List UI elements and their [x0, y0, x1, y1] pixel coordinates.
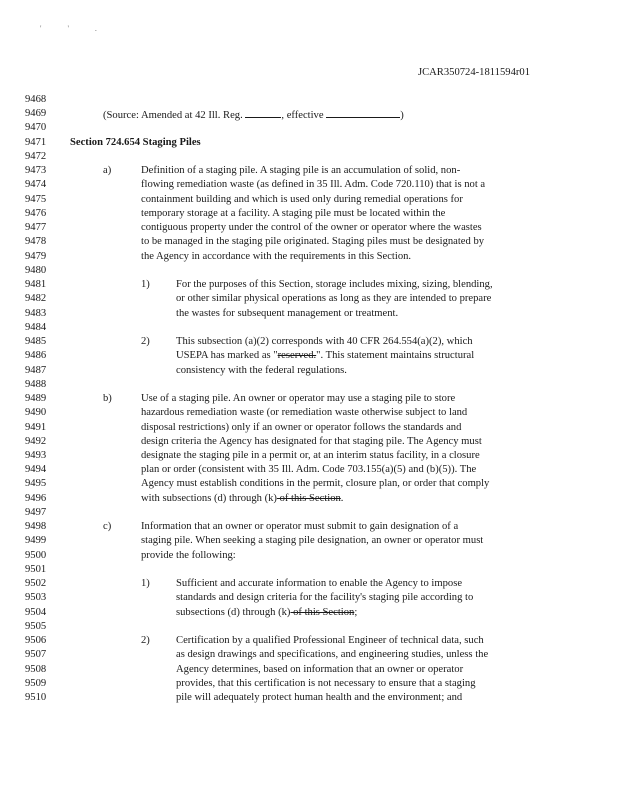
line-number: 9483 — [25, 307, 47, 319]
document-line — [0, 407, 618, 421]
paragraph-text: containment building and which is used only during remedial operations for — [141, 193, 463, 205]
line-number: 9497 — [25, 506, 47, 518]
source-note-text: (Source: Amended at 42 Ill. Reg. — [103, 110, 246, 122]
document-line — [0, 692, 618, 706]
paragraph-text: provides, that this certification is not necessary to ensure that a staging — [176, 677, 476, 689]
document-line — [0, 521, 618, 535]
line-number: 9481 — [25, 279, 47, 291]
line-number: 9475 — [25, 193, 47, 205]
paragraph-text: designate the staging pile in a permit or, at an interim status facility, in a closure — [141, 450, 480, 461]
text-run: ". This statement maintains structural — [316, 350, 475, 362]
line-number: 9494 — [25, 464, 47, 476]
document-id: JCAR350724-1811594r01 — [417, 67, 530, 78]
paragraph-text: temporary storage at a facility. A staging pile must be located within the — [141, 207, 446, 219]
line-number: 9498 — [25, 521, 47, 533]
document-line — [0, 478, 618, 492]
document-line — [0, 507, 618, 521]
line-number: 9496 — [25, 492, 47, 504]
document-line — [0, 208, 618, 222]
paragraph-text: staging pile. When seeking a staging pile designation, an owner or operator must — [141, 535, 484, 547]
line-number: 9487 — [25, 364, 47, 376]
document-line — [0, 279, 618, 293]
line-number: 9493 — [25, 450, 47, 461]
paragraph-text: plan or order (consistent with 35 Ill. Adm. Code 703.155(a)(5) and (b)(5)). The — [141, 464, 477, 476]
document-line — [0, 621, 618, 635]
line-number: 9476 — [25, 207, 47, 219]
paragraph-text: hazardous remediation waste (or remediation waste otherwise subject to land — [141, 407, 468, 419]
line-number: 9505 — [25, 620, 47, 632]
document-line — [0, 122, 618, 136]
document-line — [0, 322, 618, 336]
line-number: 9484 — [25, 321, 47, 333]
line-number: 9468 — [25, 94, 47, 105]
source-note — [103, 108, 404, 121]
document-line — [0, 293, 618, 307]
line-number: 9472 — [25, 150, 47, 162]
document-line — [0, 550, 618, 564]
document-line — [0, 592, 618, 606]
document-line — [0, 535, 618, 549]
paragraph-text: Definition of a staging pile. A staging pile is an accumulation of solid, non- — [141, 165, 461, 177]
subsection-label: 1) — [141, 279, 150, 291]
document-line — [0, 436, 618, 450]
paragraph-text: the Agency in accordance with the requirements in this Section. — [141, 250, 412, 262]
document-line — [0, 379, 618, 393]
line-number: 9510 — [25, 692, 47, 704]
document-line — [0, 350, 618, 364]
subsection-label: 2) — [141, 635, 150, 647]
paragraph-text: the wastes for subsequent management or treatment. — [176, 307, 399, 319]
text-run: with subsections (d) through (k) — [141, 492, 277, 504]
line-number: 9477 — [25, 222, 47, 234]
text-run: USEPA has marked as " — [176, 350, 278, 362]
line-number: 9478 — [25, 236, 47, 248]
line-number: 9491 — [25, 421, 47, 433]
paragraph-text: This subsection (a)(2) corresponds with 40 CFR 264.554(a)(2), which — [176, 336, 473, 348]
paragraph-text: Agency must establish conditions in the permit, closure plan, or order that comply — [141, 478, 490, 490]
line-number: 9507 — [25, 649, 47, 661]
line-number: 9479 — [25, 250, 47, 262]
paragraph-text: Information that an owner or operator must submit to gain designation of a — [141, 521, 459, 533]
line-number: 9488 — [25, 378, 47, 390]
line-number: 9470 — [25, 122, 47, 134]
line-number: 9471 — [25, 136, 47, 148]
line-number: 9469 — [25, 108, 47, 120]
line-number: 9486 — [25, 350, 47, 362]
line-number: 9495 — [25, 478, 47, 490]
line-number: 9492 — [25, 435, 47, 447]
paragraph-text: Sufficient and accurate information to enable the Agency to impose — [176, 578, 463, 590]
subsection-label: b) — [103, 393, 112, 405]
subsection-label: a) — [103, 165, 112, 177]
document-line — [0, 151, 618, 165]
paragraph-text — [141, 493, 343, 504]
line-number: 9501 — [25, 563, 47, 575]
paragraph-text: provide the following: — [141, 549, 236, 561]
paragraph-text: disposal restrictions) only if an owner or operator follows the standards and — [141, 421, 462, 433]
paragraph-text: contiguous property under the control of the owner or operator where the wastes — [141, 222, 482, 234]
source-note-text: , effective — [281, 110, 327, 122]
document-line — [0, 365, 618, 379]
paragraph-text: Use of a staging pile. An owner or operator may use a staging pile to store — [141, 393, 456, 405]
scan-specks: ' ' . — [40, 24, 109, 33]
document-line — [0, 493, 618, 507]
subsection-label: c) — [103, 521, 112, 533]
line-number: 9509 — [25, 677, 47, 689]
struck-text: of this Section — [276, 492, 341, 504]
text-run: . — [340, 492, 344, 504]
line-number: 9474 — [25, 179, 47, 191]
document-line — [0, 578, 618, 592]
document-line — [0, 464, 618, 478]
paragraph-text — [176, 350, 474, 361]
paragraph-text: flowing remediation waste (as defined in 35 Ill. Adm. Code 720.110) that is not a — [141, 179, 486, 191]
paragraph-text: design criteria the Agency has designated for that staging pile. The Agency must — [141, 435, 482, 447]
line-number: 9503 — [25, 592, 47, 604]
document-line — [0, 450, 618, 464]
line-number: 9508 — [25, 663, 47, 675]
document-line — [0, 635, 618, 649]
line-number: 9473 — [25, 165, 47, 177]
paragraph-text: or other similar physical operations as long as they are intended to prepare — [176, 293, 492, 305]
line-number: 9506 — [25, 635, 47, 647]
document-line — [0, 265, 618, 279]
line-number: 9500 — [25, 549, 47, 561]
subsection-label: 1) — [141, 578, 150, 590]
subsection-label: 2) — [141, 336, 150, 348]
paragraph-text: to be managed in the staging pile originated. Staging piles must be designated by — [141, 236, 485, 248]
paragraph-text: pile will adequately protect human health and the environment; and — [176, 692, 463, 704]
document-line — [0, 94, 618, 108]
document-line — [0, 664, 618, 678]
document-line — [0, 607, 618, 621]
line-number: 9480 — [25, 264, 47, 276]
line-number: 9490 — [25, 407, 47, 419]
document-line — [0, 564, 618, 578]
line-number: 9485 — [25, 336, 47, 348]
paragraph-text — [176, 607, 357, 618]
paragraph-text: For the purposes of this Section, storage includes mixing, sizing, blending, — [176, 279, 493, 291]
struck-text: of this Section — [290, 606, 355, 618]
document-line — [0, 422, 618, 436]
blank-field — [245, 108, 281, 118]
line-number: 9504 — [25, 606, 47, 618]
line-number: 9502 — [25, 578, 47, 590]
document-line — [0, 137, 618, 151]
document-line — [0, 251, 618, 265]
document-line — [0, 336, 618, 350]
document-line — [0, 222, 618, 236]
line-number: 9482 — [25, 293, 47, 305]
paragraph-text: Agency determines, based on information that an owner or operator — [176, 663, 464, 675]
line-number: 9499 — [25, 535, 47, 547]
document-line — [0, 179, 618, 193]
section-heading: Section 724.654 Staging Piles — [70, 136, 201, 148]
document-line — [0, 194, 618, 208]
text-run: subsections (d) through (k) — [176, 606, 291, 618]
paragraph-text: consistency with the federal regulations. — [176, 364, 347, 376]
blank-field — [326, 108, 400, 118]
struck-text: reserved. — [277, 350, 317, 362]
text-run: ; — [354, 606, 358, 618]
document-line — [0, 108, 618, 122]
paragraph-text: Certification by a qualified Professional Engineer of technical data, such — [176, 635, 484, 647]
document-line — [0, 678, 618, 692]
line-number: 9489 — [25, 393, 47, 405]
paragraph-text: as design drawings and specifications, and engineering studies, unless the — [176, 649, 489, 661]
document-line — [0, 649, 618, 663]
paragraph-text: standards and design criteria for the facility's staging pile according to — [176, 592, 474, 604]
document-line — [0, 165, 618, 179]
source-note-text: ) — [400, 110, 404, 122]
document-line — [0, 236, 618, 250]
document-line — [0, 308, 618, 322]
document-line — [0, 393, 618, 407]
